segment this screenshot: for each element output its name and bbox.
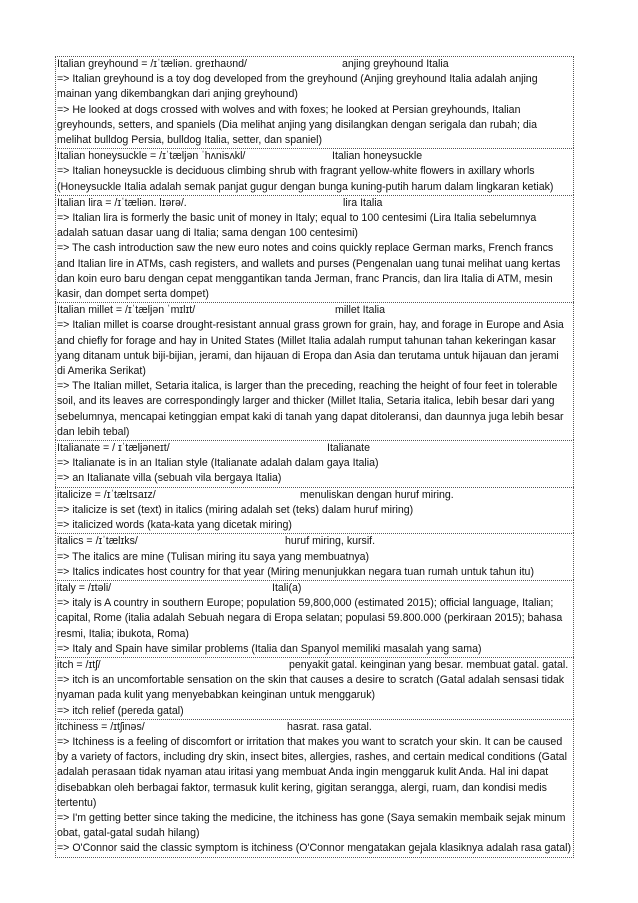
entry-term: Italian honeysuckle = /ɪˈtæljən ˈhʌnisʌkl/ [57,150,246,163]
dictionary-entry [55,657,574,719]
entry-line: by a variety of factors, including dry skin, insect bites, allergies, rashes, and certain medical conditions (Gatal [57,751,567,764]
entry-line: adalah perasaan tidak nyaman atau iritasi yang membuat Anda ingin menggaruk kulit Anda. Hal ini dapat [57,766,549,779]
entry-term: Italian greyhound = /ɪˈtæliən. ɡreɪhaʊnd/ [57,58,247,70]
dictionary-entry [55,195,574,302]
entry-translation: hasrat. rasa gatal. [287,720,372,733]
entry-heading [57,720,572,735]
entry-line: => italicize is set (text) in italics (miring adalah set (teks) dalam huruf miring) [57,503,414,516]
dictionary-entry [55,148,574,195]
entry-heading [57,303,572,318]
entry-term: itchiness = /ɪtʃinəs/ [57,720,145,733]
dictionary-entry [55,487,574,534]
dictionary-entry [55,302,574,440]
entry-line: capital, Rome (italia adalah Sebuah negara di Eropa selatan; populasi 59.800.000 (perkiraan 2015); bahasa [57,612,563,625]
dictionary-entry [55,440,574,487]
entry-line: => Italian greyhound is a toy dog developed from the greyhound (Anjing greyhound Italia adalah anjing [57,73,538,86]
entry-line: => The Italian millet, Setaria italica, is larger than the preceding, reaching the height of four feet in tolerable [57,380,558,393]
entry-line: => italicized words (kata-kata yang dicetak miring) [57,519,292,532]
entry-translation: Itali(a) [272,581,302,594]
entry-translation: huruf miring, kursif. [285,535,376,548]
entry-line: => Italy and Spain have similar problems (Italia dan Spanyol memiliki masalah yang sama) [57,642,482,655]
entry-heading [57,581,572,596]
entry-translation: lira Italia [343,196,383,209]
entry-heading [57,149,572,164]
entry-line: dan koin euro baru dengan cepat menggantikan tanda Jerman, franc Prancis, dan lira Italia di ATM, mesin [57,272,553,285]
entry-translation: anjing greyhound Italia [342,58,449,70]
entry-term: itch = /ɪtʃ/ [57,658,101,671]
entry-line: => Italics indicates host country for that year (Miring menunjukkan negara tuan rumah untuk tahun itu) [57,565,534,578]
entry-line: and chiefly for forage and hay in United States (Millet Italia adalah rumput tahunan tahan kekeringan kasar [57,334,556,347]
entry-line: => The cash introduction saw the new euro notes and coins quickly replace German marks, French francs [57,242,554,255]
entry-term: italicize = /ɪˈtælɪsaɪz/ [57,488,156,501]
entry-line: => italy is A country in southern Europe; population 59,800,000 (estimated 2015); official language, Italian; [57,597,554,610]
entry-line: adalah satuan dasar uang di Italia; sama dengan 100 centesimi) [57,227,358,240]
dictionary-entry [55,533,574,580]
dictionary-page [55,56,574,858]
entry-line: obat, gatal-gatal sudah hilang) [57,827,200,840]
entry-line: mainan yang dikembangkan dari anjing greyhound) [57,88,298,101]
entry-line: yang ditanam untuk biji-bijian, jerami, dan hijauan di Eropa dan Asia dan terutama untuk hijauan dan jerami [57,349,559,362]
entry-line: => The italics are mine (Tulisan miring itu saya yang membuatnya) [57,550,370,563]
entry-term: Italian millet = /ɪˈtæljən ˈmɪlɪt/ [57,304,196,317]
entry-line: disebabkan oleh berbagai faktor, termasuk kulit kering, gigitan serangga, alergi, ruam, dan kondisi medis [57,781,547,794]
dictionary-entry [55,580,574,657]
entry-line: sebelumnya, mencapai ketinggian empat kaki di tanah yang dapat ditoleransi, dan daunnya juga lebih besar [57,410,564,423]
entry-line: nyaman pada kulit yang menyebabkan keinginan untuk menggaruk) [57,689,376,702]
entry-line: => I'm getting better since taking the medicine, the itchiness has gone (Saya semakin membaik sejak minum [57,811,566,824]
dictionary-entry [55,56,574,148]
entry-heading [57,196,572,211]
entry-line: (Honeysuckle Italia adalah semak panjat gugur dengan bunga kuning-putih harum dalam lingkaran ketiak) [57,180,554,193]
entry-heading [57,658,572,673]
entry-line: => Italianate is in an Italian style (Italianate adalah dalam gaya Italia) [57,457,379,470]
dictionary-entry [55,719,574,858]
entry-line: => Italian millet is coarse drought-resistant annual grass grown for grain, hay, and forage in Europe and Asia [57,319,564,332]
entry-line: => Itchiness is a feeling of discomfort or irritation that makes you want to scratch your skin. It can be caused [57,735,563,748]
entry-translation: menuliskan dengan huruf miring. [300,488,454,501]
entry-line: and Italian lire in ATMs, cash registers, and wallets and purses (Pengenalan uang tunai melihat uang kertas [57,257,561,270]
entry-line: => He looked at dogs crossed with wolves and with foxes; he looked at Persian greyhounds, Italian [57,103,521,116]
entry-line: greyhounds, setters, and spaniels (Dia melihat anjing yang disilangkan dengan serigala dan rubah; dia [57,118,537,131]
entry-heading [57,441,572,456]
entry-line: di Amerika Serikat) [57,365,146,378]
entry-line: => an Italianate villa (sebuah vila bergaya Italia) [57,472,282,485]
entry-line: dan lebih tebal) [57,425,130,438]
entry-heading [57,57,572,72]
entry-line: => O'Connor said the classic symptom is itchiness (O'Connor mengatakan gejala klasiknya adalah rasa gatal) [57,842,571,855]
entry-line: => Italian honeysuckle is deciduous climbing shrub with fragrant yellow-white flowers in axillary whorls [57,165,535,178]
entry-line: melihat bulldog Persia, bulldog Italia, setter, dan spaniel) [57,134,323,147]
entry-term: italics = /ɪˈtælɪks/ [57,535,138,548]
entry-translation: penyakit gatal. keinginan yang besar. membuat gatal. gatal. [289,658,569,671]
entry-translation: millet Italia [335,304,386,317]
entry-term: Italian lira = /ɪˈtæliən. lɪərə/. [57,196,187,209]
entry-heading [57,488,572,503]
entry-line: resmi, Italia; ibukota, Roma) [57,627,189,640]
entry-term: italy = /ɪtəli/ [57,581,112,594]
entry-line: tertentu) [57,796,97,809]
entry-line: => Italian lira is formerly the basic unit of money in Italy; equal to 100 centesimi (Lira Italia sebelumnya [57,212,537,225]
entry-translation: Italian honeysuckle [332,150,423,163]
entry-line: => itch is an uncomfortable sensation on the skin that causes a desire to scratch (Gatal adalah sensasi tidak [57,674,565,687]
entry-line: => itch relief (pereda gatal) [57,704,184,717]
entry-line: soil, and its leaves are correspondingly larger and thicker (Millet Italia, Setaria italica, lebih besar dari yang [57,395,555,408]
entry-heading [57,534,572,549]
entry-translation: Italianate [327,442,370,455]
entry-line: kasir, dan dompet serta dompet) [57,288,209,301]
entry-term: Italianate = / ɪˈtæljəneɪt/ [57,442,170,455]
